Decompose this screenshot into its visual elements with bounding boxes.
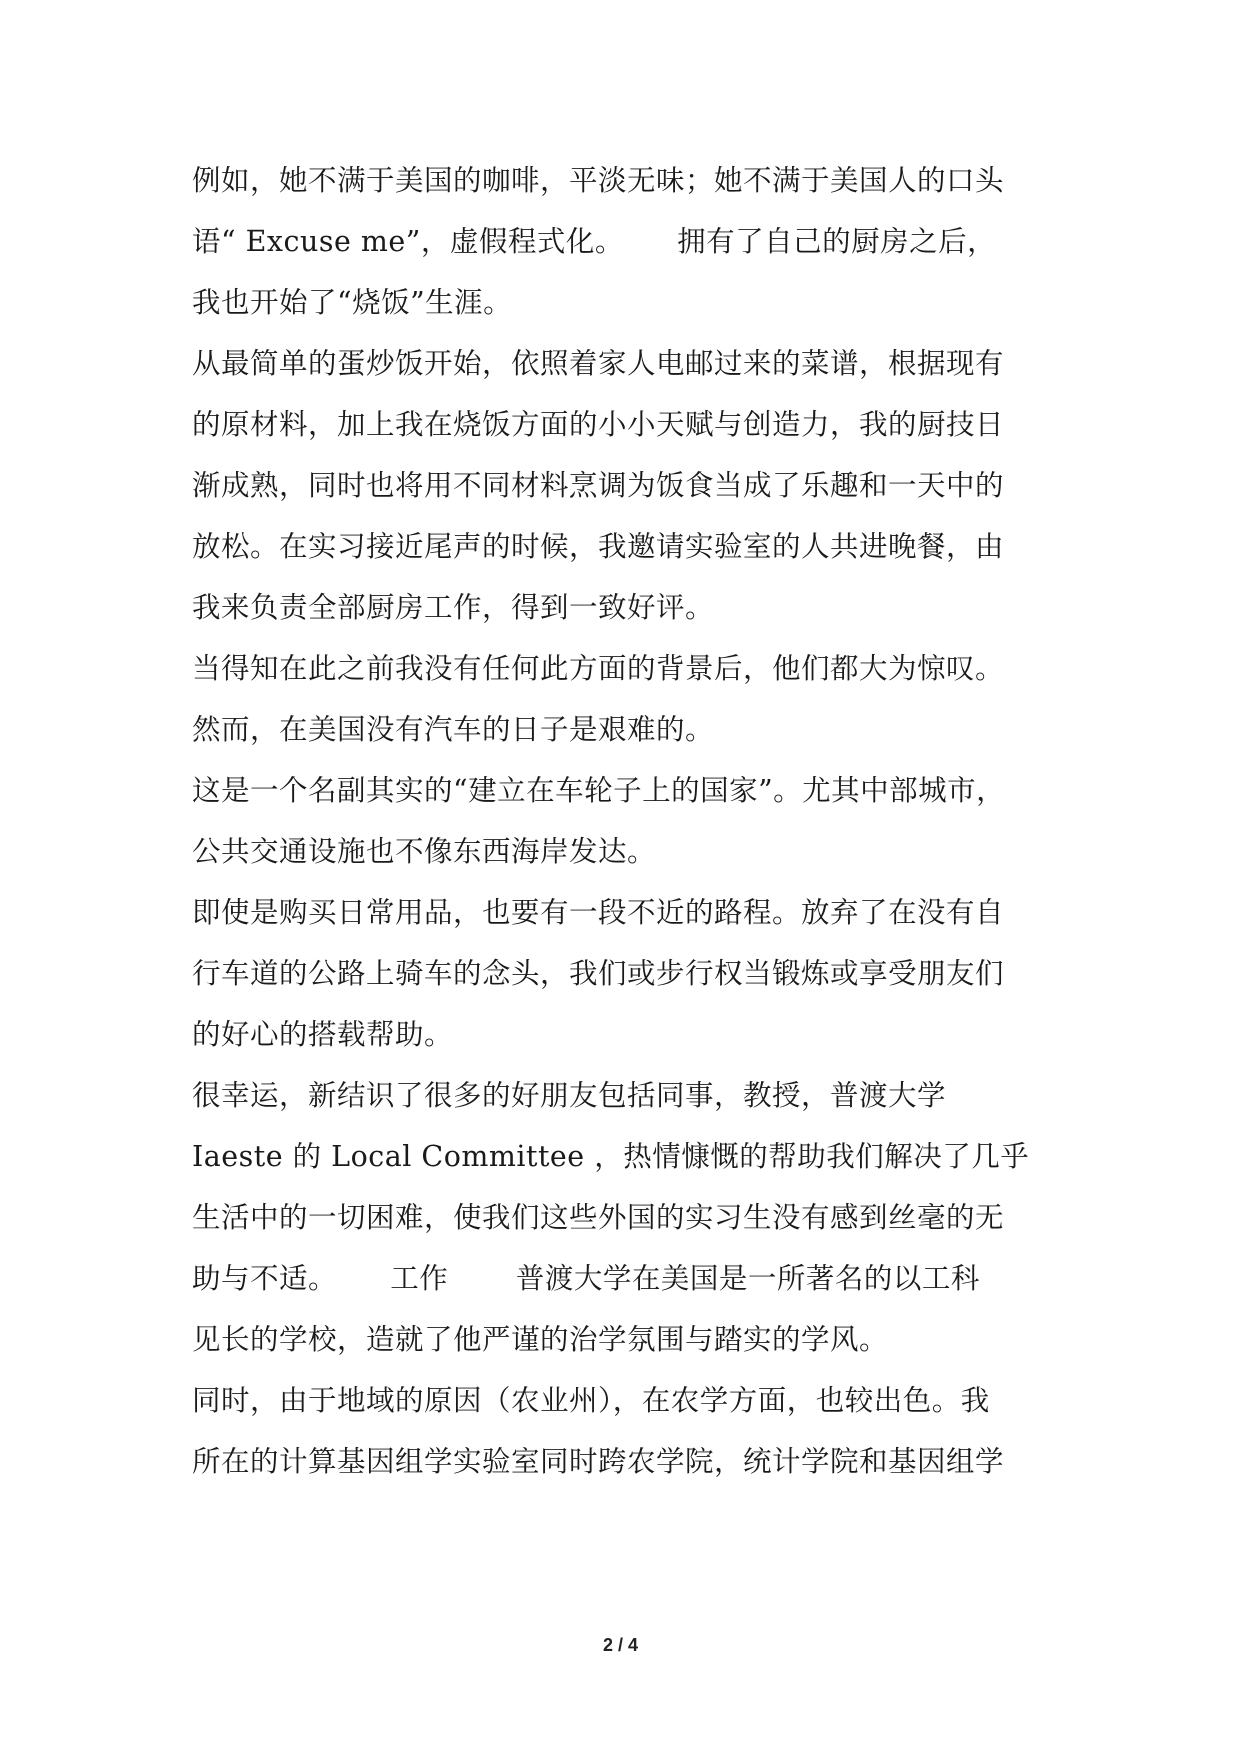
text-line: 语“ Excuse me”，虚假程式化。 拥有了自己的厨房之后， [192, 225, 997, 258]
text-line: 见长的学校，造就了他严谨的治学氛围与踏实的学风。 [192, 1323, 889, 1356]
text-line: 然而，在美国没有汽车的日子是艰难的。 [192, 713, 715, 746]
text-line: 即使是购买日常用品，也要有一段不近的路程。放弃了在没有自 [192, 896, 1005, 929]
page-number: 2 / 4 [602, 1635, 639, 1655]
text-line: 从最简单的蛋炒饭开始，依照着家人电邮过来的菜谱，根据现有 [192, 347, 1005, 380]
body-text [192, 150, 1072, 1492]
text-line: 这是一个名副其实的“建立在车轮子上的国家”。尤其中部城市， [192, 774, 1006, 807]
text-line: 放松。在实习接近尾声的时候，我邀请实验室的人共进晚餐，由 [192, 530, 1005, 563]
text-line: 生活中的一切困难，使我们这些外国的实习生没有感到丝毫的无 [192, 1201, 1005, 1234]
text-line: 同时，由于地域的原因（农业州），在农学方面，也较出色。我 [192, 1384, 990, 1417]
text-line: 助与不适。 工作 普渡大学在美国是一所著名的以工科 [192, 1262, 980, 1295]
text-line: 很幸运，新结识了很多的好朋友包括同事，教授，普渡大学 [192, 1079, 947, 1112]
text-line: 行车道的公路上骑车的念头，我们或步行权当锻炼或享受朋友们 [192, 957, 1005, 990]
text-line: 所在的计算基因组学实验室同时跨农学院，统计学院和基因组学 [192, 1445, 1005, 1478]
text-line: 公共交通设施也不像东西海岸发达。 [192, 835, 657, 868]
text-line: 我也开始了“烧饭”生涯。 [192, 286, 513, 319]
text-line: 渐成熟，同时也将用不同材料烹调为饭食当成了乐趣和一天中的 [192, 469, 1005, 502]
text-line: 我来负责全部厨房工作，得到一致好评。 [192, 591, 715, 624]
text-line: Iaeste 的 Local Committee ，热情慷慨的帮助我们解决了几乎 [192, 1140, 1030, 1173]
text-line: 当得知在此之前我没有任何此方面的背景后，他们都大为惊叹。 [192, 652, 1005, 685]
text-line: 的好心的搭载帮助。 [192, 1018, 454, 1051]
text-line: 例如，她不满于美国的咖啡，平淡无味；她不满于美国人的口头 [192, 164, 1005, 197]
text-line: 的原材料，加上我在烧饭方面的小小天赋与创造力，我的厨技日 [192, 408, 1005, 441]
